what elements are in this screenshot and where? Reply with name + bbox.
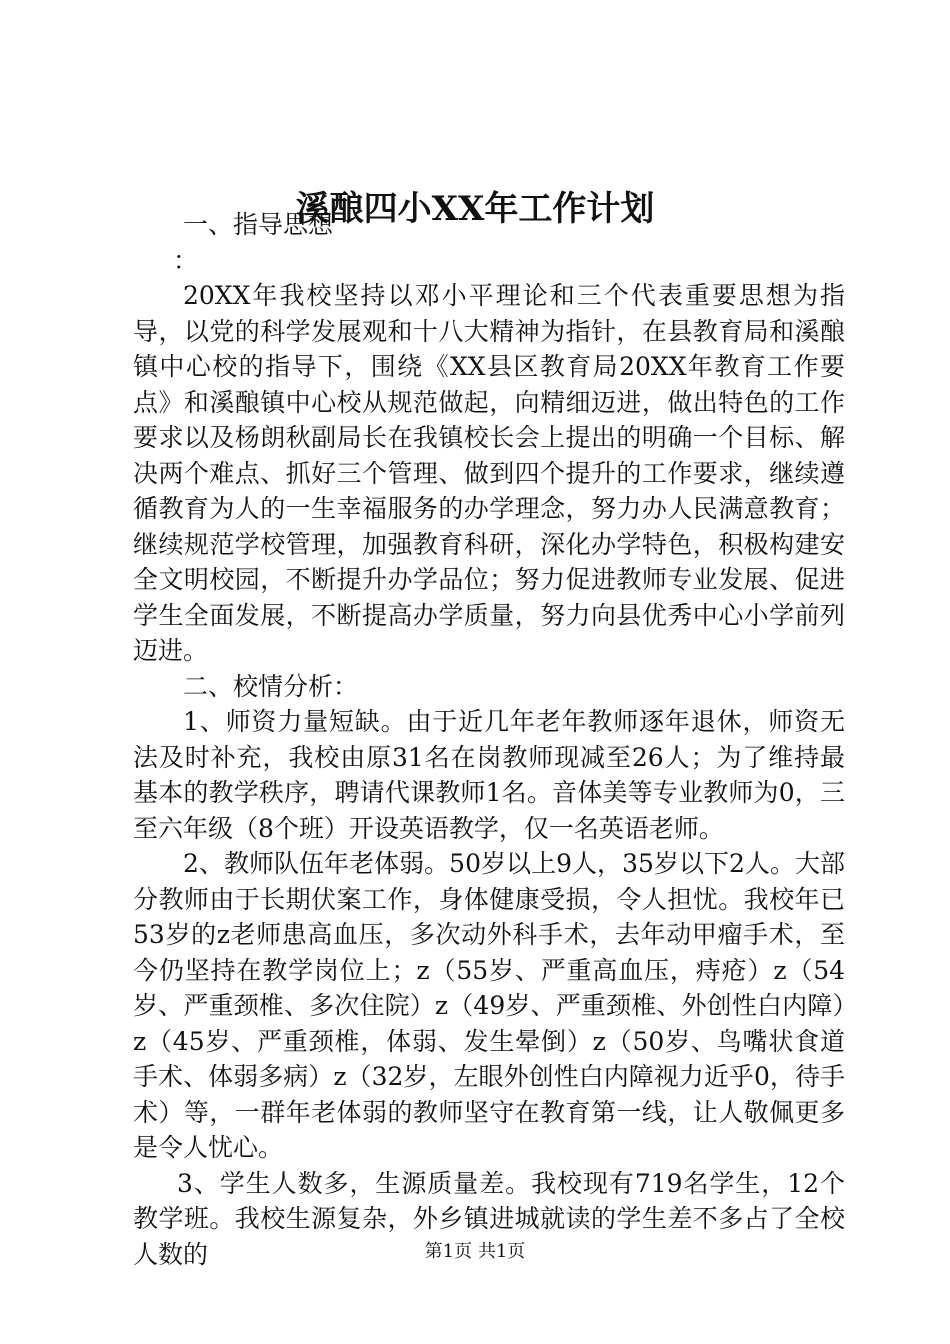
section-heading-guiding-ideology: 一、指导思想 <box>183 210 334 239</box>
page-footer: 第1页 共1页 <box>424 1241 526 1262</box>
paragraph-teacher-shortage: 1、师资力量短缺。由于近几年老年教师逐年退休，师资无法及时补充，我校由原31名在岗教师现减至26人；为了维持最基本的教学秩序，聘请代课教师1名。音体美等专业教师为0，三至六年级（8个班）开设英语教学，仅一名英语老师。 <box>133 707 845 843</box>
colon-line: ： <box>173 245 199 275</box>
document-body <box>133 207 845 1272</box>
paragraph-guiding-ideology: 20XX年我校坚持以邓小平理论和三个代表重要思想为指导，以党的科学发展观和十八大精神为指针，在县教育局和溪酿镇中心校的指导下，围绕《XX县区教育局20XX年教育工作要点》和溪酿镇中心校从规范做起，向精细迈进，做出特色的工作要求以及杨朗秋副局长在我镇校长会上提出的明确一个目标、解决两个难点、抓好三个管理、做到四个提升的工作要求，继续遵循教育为人的一生幸福服务的办学理念，努力办人民满意教育；继续规范学校管理，加强教育科研，深化办学特色，积极构建安全文明校园，不断提升办学品位；努力促进教师专业发展、促进学生全面发展，不断提高办学质量，努力向县优秀中心小学前列迈进。 <box>133 281 845 665</box>
paragraph-student-numbers: 3、学生人数多，生源质量差。我校现有719名学生，12个教学班。我校生源复杂，外乡镇进城就读的学生差不多占了全校人数的 <box>133 1168 845 1269</box>
section-heading-school-analysis: 二、校情分析： <box>183 671 359 701</box>
paragraph-aging-teachers: 2、教师队伍年老体弱。50岁以上9人，35岁以下2人。大部分教师由于长期伏案工作，身体健康受损，令人担忧。我校年已53岁的z老师患高血压，多次动外科手术，去年动甲瘤手术，至今仍坚持在教学岗位上；z（55岁、严重高血压，痔疮）z（54岁、严重颈椎、多次住院）z（49岁、严重颈椎、外创性白内障）z（45岁、严重颈椎，体弱、发生晕倒）z（50岁、鸟嘴状食道手术、体弱多病）z（32岁，左眼外创性白内障视力近乎0，待手术）等，一群年老体弱的教师坚守在教育第一线，让人敬佩更多是令人忧心。 <box>133 849 845 1162</box>
document-title: 溪酿四小XX年工作计划 <box>295 189 655 229</box>
